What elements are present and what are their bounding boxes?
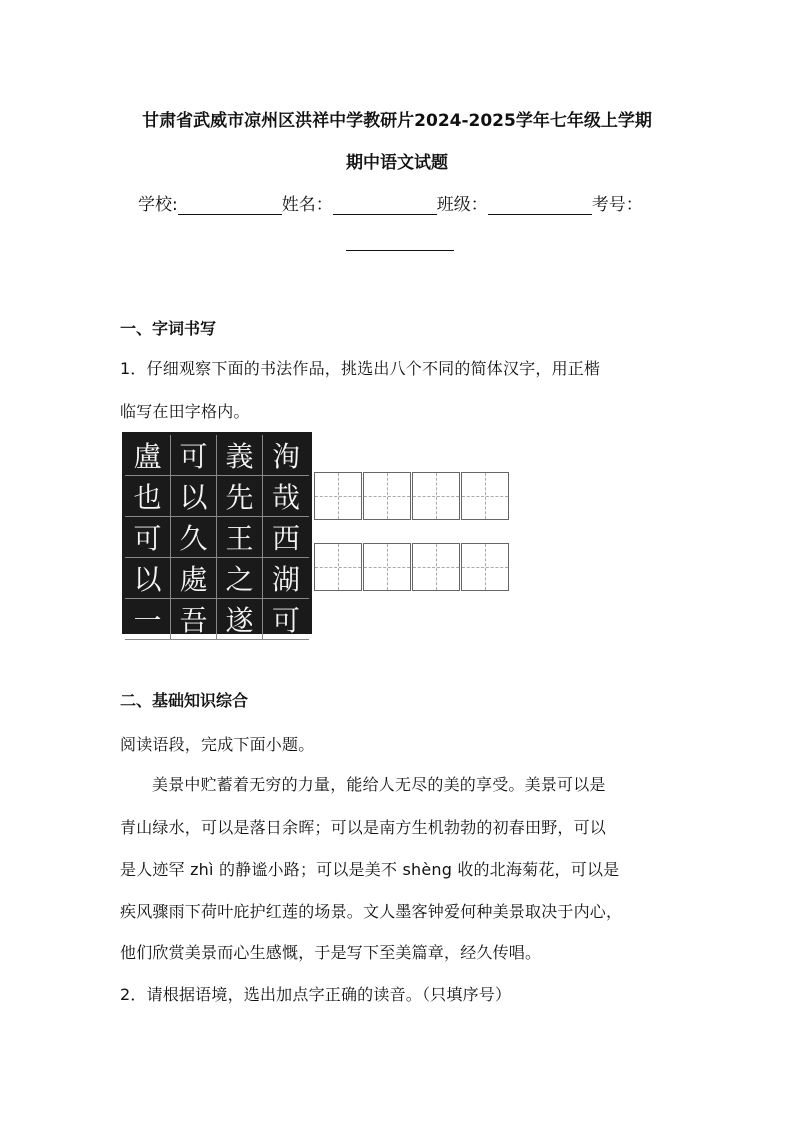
calligraphy-char: 洵 xyxy=(263,435,309,476)
calligraphy-char: 之 xyxy=(217,558,263,599)
question-1-line1: 1．仔细观察下面的书法作品，挑选出八个不同的简体汉字，用正楷 xyxy=(120,359,601,378)
calligraphy-grid xyxy=(125,435,309,637)
exam-title-line2: 期中语文试题 xyxy=(346,153,448,173)
calligraphy-char: 哉 xyxy=(263,476,309,517)
reading-intro: 阅读语段，完成下面小题。 xyxy=(120,735,315,754)
tianzige-row-1 xyxy=(314,472,510,520)
school-label: 学校: xyxy=(138,195,178,215)
name-label: 姓名： xyxy=(281,195,333,215)
tianzige-box[interactable] xyxy=(461,472,509,520)
question-1-line2: 临写在田字格内。 xyxy=(120,402,250,421)
exam-no-blank[interactable] xyxy=(346,232,454,251)
tianzige-box[interactable] xyxy=(461,543,509,591)
calligraphy-char: 遂 xyxy=(217,599,263,640)
calligraphy-char: 湖 xyxy=(263,558,309,599)
tianzige-box[interactable] xyxy=(363,543,411,591)
calligraphy-char: 處 xyxy=(171,558,217,599)
calligraphy-char: 西 xyxy=(263,517,309,558)
paragraph-line-3: 是人迹罕 zhì 的静谧小路；可以是美不 shèng 收的北海菊花，可以是 xyxy=(120,860,620,879)
class-label: 班级： xyxy=(436,195,488,215)
section-heading-1: 一、字词书写 xyxy=(120,319,217,338)
tianzige-row-2 xyxy=(314,543,510,591)
calligraphy-char: 以 xyxy=(171,476,217,517)
calligraphy-char: 久 xyxy=(171,517,217,558)
tianzige-box[interactable] xyxy=(314,543,362,591)
calligraphy-char: 義 xyxy=(217,435,263,476)
calligraphy-char: 王 xyxy=(217,517,263,558)
paragraph-line-1: 美景中贮蓄着无穷的力量，能给人无尽的美的享受。美景可以是 xyxy=(152,775,606,794)
calligraphy-char: 一 xyxy=(125,599,171,640)
paragraph-line-4: 疾风骤雨下荷叶庇护红莲的场景。文人墨客钟爱何种美景取决于内心， xyxy=(120,902,623,921)
calligraphy-char: 可 xyxy=(125,517,171,558)
calligraphy-char: 可 xyxy=(263,599,309,640)
calligraphy-char: 先 xyxy=(217,476,263,517)
calligraphy-artwork xyxy=(122,432,312,637)
exam-title-line1: 甘肃省武威市凉州区洪祥中学教研片2024-2025学年七年级上学期 xyxy=(142,111,652,131)
question-2: 2．请根据语境，选出加点字正确的读音。（只填序号） xyxy=(120,985,512,1004)
paragraph-line-2: 青山绿水，可以是落日余晖；可以是南方生机勃勃的初春田野，可以 xyxy=(120,818,607,837)
tianzige-box[interactable] xyxy=(412,472,460,520)
calligraphy-char: 盧 xyxy=(125,435,171,476)
student-info-row xyxy=(138,190,698,215)
calligraphy-char: 以 xyxy=(125,558,171,599)
paragraph-line-5: 他们欣赏美景而心生感慨，于是写下至美篇章，经久传唱。 xyxy=(120,943,542,962)
exam-no-label: 考号： xyxy=(591,195,643,215)
name-blank[interactable] xyxy=(333,196,437,215)
class-blank[interactable] xyxy=(488,196,592,215)
school-blank[interactable] xyxy=(178,196,282,215)
tianzige-box[interactable] xyxy=(412,543,460,591)
tianzige-box[interactable] xyxy=(363,472,411,520)
calligraphy-char: 吾 xyxy=(171,599,217,640)
tianzige-box[interactable] xyxy=(314,472,362,520)
section-heading-2: 二、基础知识综合 xyxy=(120,691,249,710)
calligraphy-char: 也 xyxy=(125,476,171,517)
calligraphy-char: 可 xyxy=(171,435,217,476)
